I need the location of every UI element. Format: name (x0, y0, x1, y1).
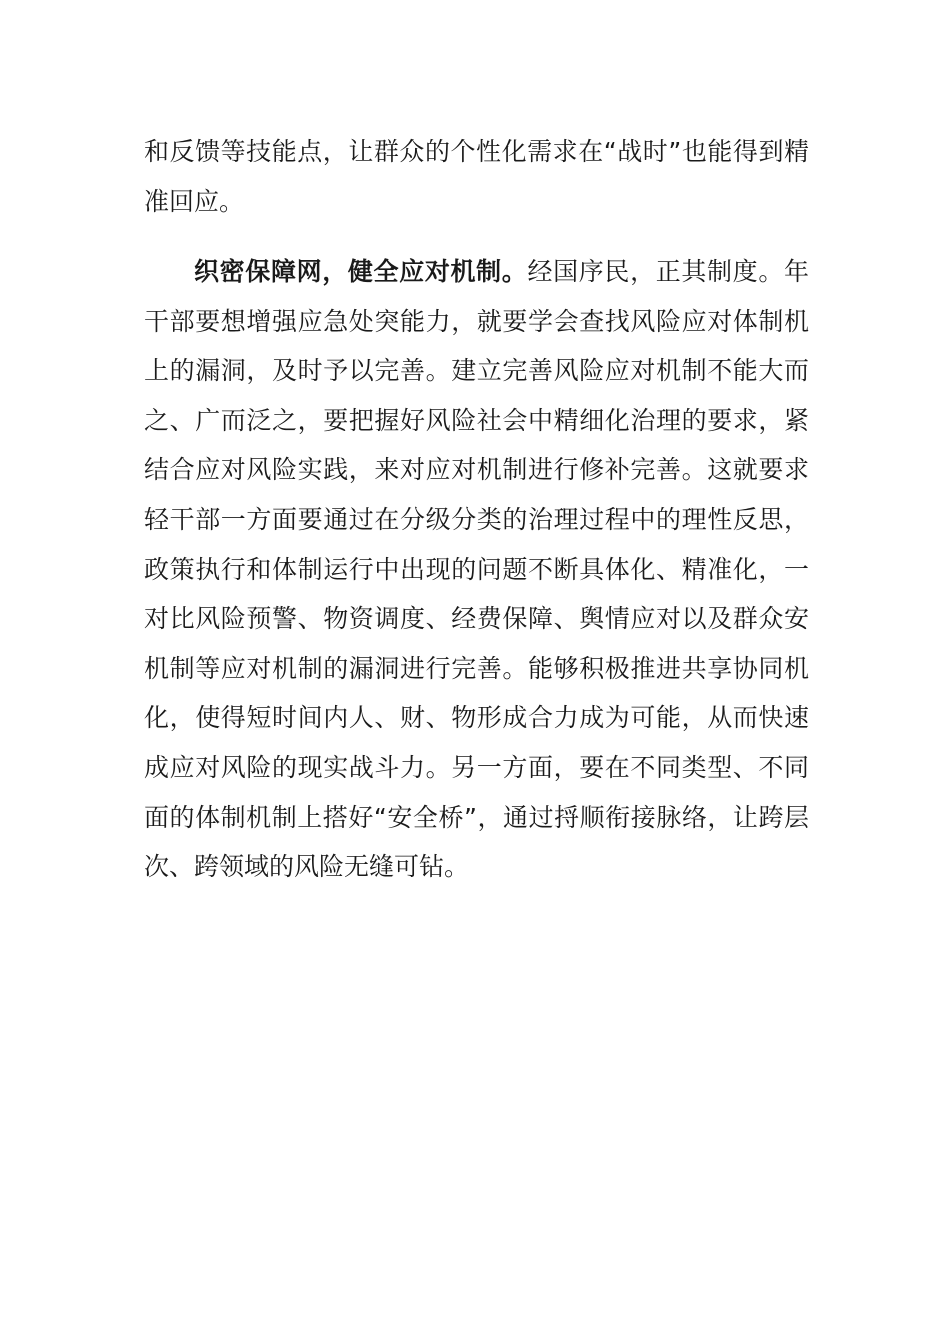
text-line: 面的体制机制上搭好“安全桥”，通过捋顺衔接脉络，让跨层 (144, 802, 809, 832)
text-line: 政策执行和体制运行中出现的问题不断具体化、精准化，一 (144, 554, 809, 584)
text-line: 化，使得短时间内人、财、物形成合力成为可能，从而快速 (144, 703, 809, 733)
text-line: 和反馈等技能点，让群众的个性化需求在“战时”也能得到精 (144, 137, 809, 166)
text-line: 之、广而泛之，要把握好风险社会中精细化治理的要求，紧 (144, 405, 809, 435)
paragraph-continued (144, 127, 809, 226)
text-line: 对比风险预警、物资调度、经费保障、舆情应对以及群众安 (144, 604, 809, 634)
text-line: 干部要想增强应急处突能力，就要学会查找风险应对体制机 (144, 306, 809, 336)
text-line: 上的漏洞，及时予以完善。建立完善风险应对机制不能大而 (144, 356, 809, 386)
paragraph-first-line-text: 经国序民，正其制度。年 (527, 257, 809, 286)
text-line: 成应对风险的现实战斗力。另一方面，要在不同类型、不同 (144, 752, 809, 782)
text-line: 准回应。 (144, 186, 245, 216)
text-line: 结合应对风险实践，来对应对机制进行修补完善。这就要求 (144, 455, 809, 485)
text-line: 轻干部一方面要通过在分级分类的治理过程中的理性反思， (144, 504, 809, 534)
paragraph-heading: 织密保障网，健全应对机制。 (194, 257, 528, 286)
paragraph-first-line (144, 247, 809, 297)
text-line: 次、跨领域的风险无缝可钻。 (144, 852, 470, 882)
text-line: 机制等应对机制的漏洞进行完善。能够积极推进共享协同机 (144, 653, 809, 683)
paragraph-main (144, 247, 809, 892)
